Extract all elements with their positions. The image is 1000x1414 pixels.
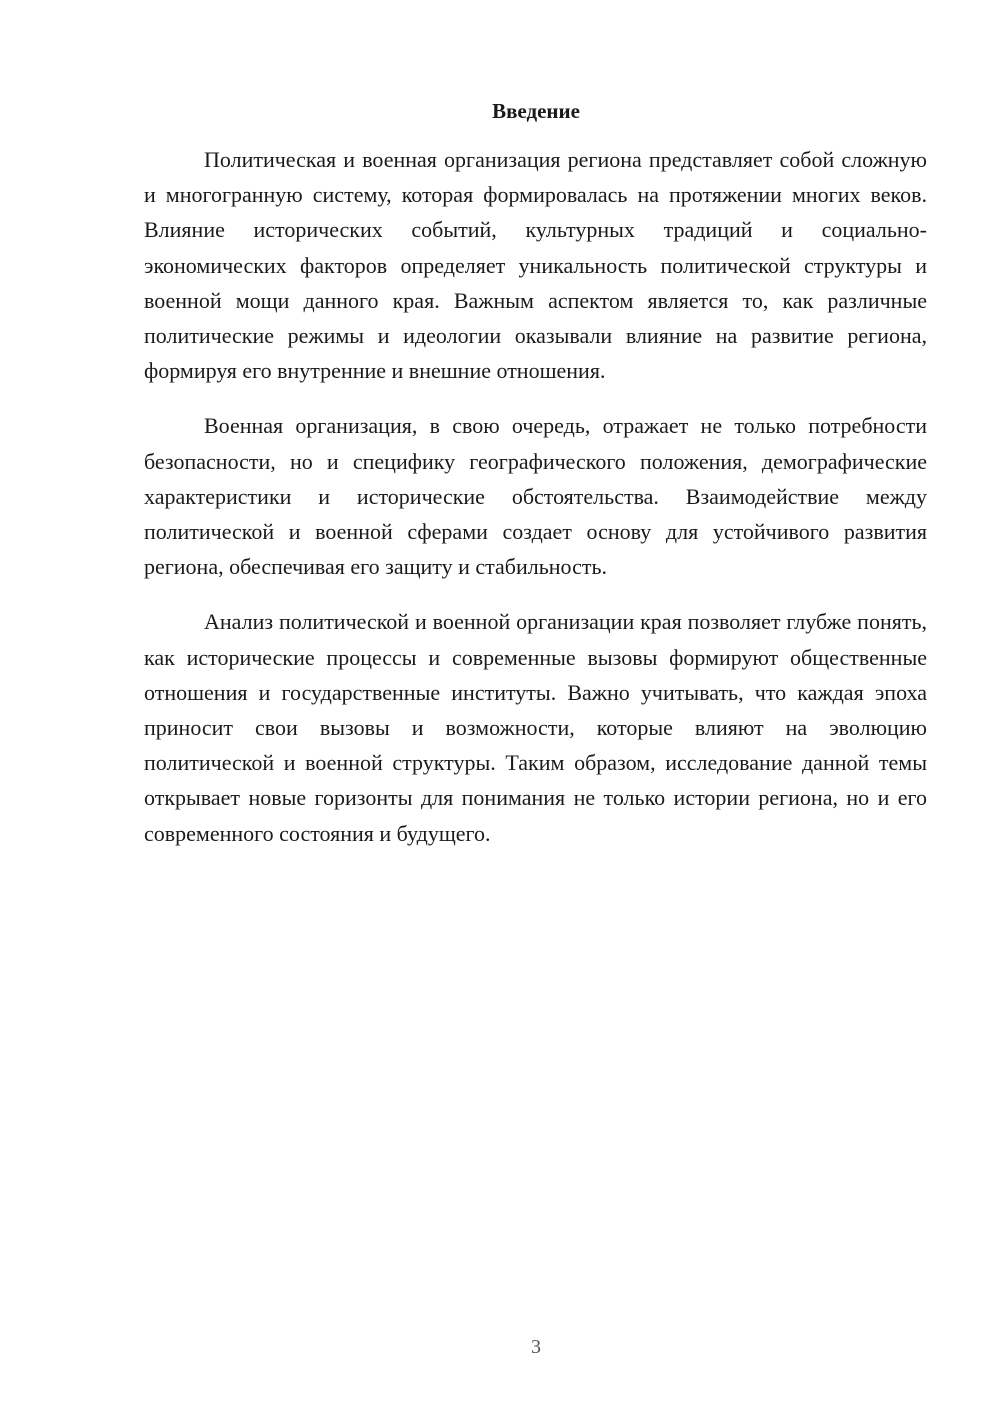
paragraph: Политическая и военная организация региона представляет собой сложную и многогранную систему, которая формировалась на протяжении многих веков. Влияние исторических событий, культурных традиций и социально-экономических факторов определяет уникальность политической структуры и военной мощи данного края. Важным аспектом является то, как различные политические режимы и идеологии оказывали влияние на развитие региона, формируя его внутренние и внешние отношения. [144, 147, 927, 384]
paragraph: Анализ политической и военной организации края позволяет глубже понять, как исторические процессы и современные вызовы формируют общественные отношения и государственные институты. Важно учитывать, что каждая эпоха приносит свои вызовы и возможности, которые влияют на эволюцию политической и военной структуры. Таким образом, исследование данной темы открывает новые горизонты для понимания не только истории региона, но и его современного состояния и будущего. [144, 609, 927, 846]
section-heading: Введение [492, 99, 580, 123]
body-text [144, 142, 927, 871]
page-number: 3 [531, 1336, 541, 1358]
paragraph: Военная организация, в свою очередь, отражает не только потребности безопасности, но и специфику географического положения, демографические характеристики и исторические обстоятельства. Взаимодействие между политической и военной сферами создает основу для устойчивого развития региона, обеспечивая его защиту и стабильность. [144, 413, 927, 580]
